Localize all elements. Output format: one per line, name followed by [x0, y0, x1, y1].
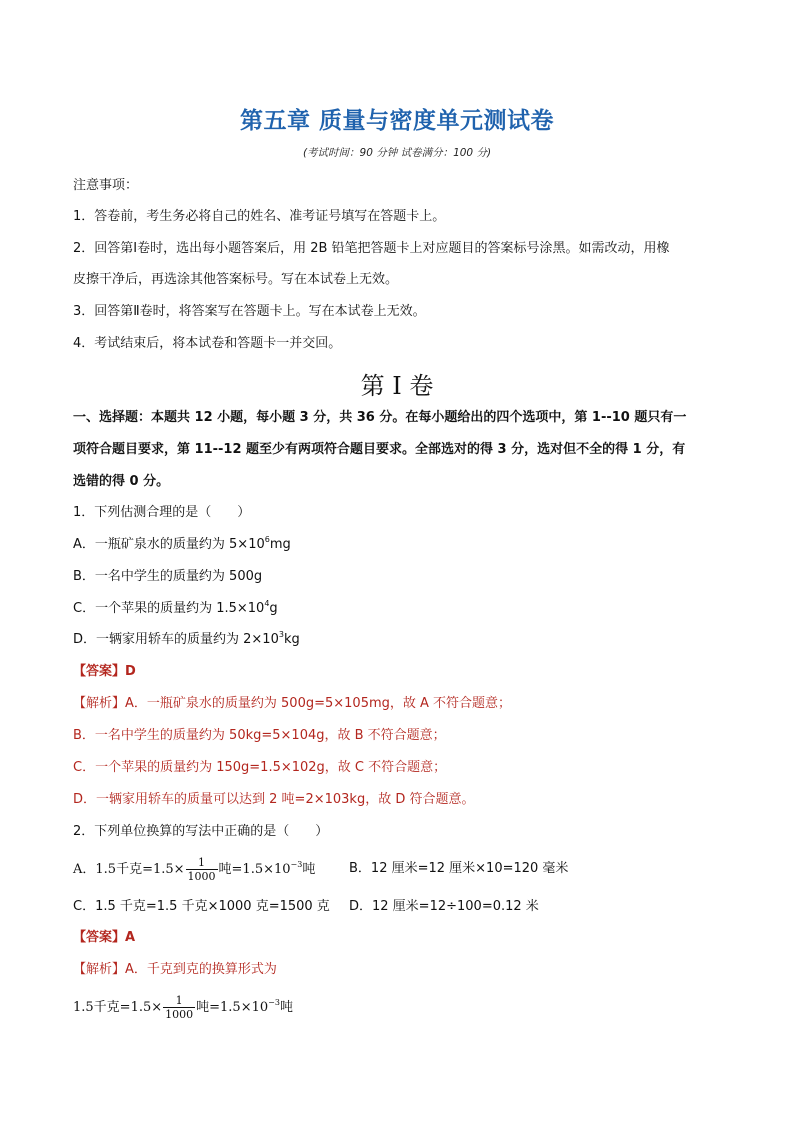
q2-answer: 【答案】A — [73, 930, 136, 945]
instruction-line-3: 选错的得 0 分。 — [73, 474, 170, 489]
note-item-3: 3．回答第Ⅱ卷时，将答案写在答题卡上。写在本试卷上无效。 — [73, 304, 426, 319]
note-item-2: 2．回答第Ⅰ卷时，选出每小题答案后，用 2B 铅笔把答题卡上对应题目的答案标号涂黑。如需改动，用橡 — [73, 241, 670, 256]
fraction: $\frac{1}{1000}$ — [187, 856, 216, 883]
fraction: $\frac{1}{1000}$ — [165, 994, 194, 1021]
note-item-1: 1．答卷前，考生务必将自己的姓名、准考证号填写在答题卡上。 — [73, 209, 446, 224]
q1-analysis-c: C．一个苹果的质量约为 150g=1.5×102g，故 C 不符合题意； — [73, 760, 447, 775]
q2-stem: 2．下列单位换算的写法中正确的是（ ） — [73, 824, 329, 839]
q1-option-c: C．一个苹果的质量约为 $1.5\times 10^4g$ — [73, 599, 278, 616]
q2-formula: 1.5千克=1.5× $\frac{1}{1000}$ 吨$=1.5\times 10^{-3}$吨 — [73, 994, 293, 1021]
q2-option-a: A．1.5千克=1.5× $\frac{1}{1000}$ 吨$=1.5\times 10^{-3}$吨 — [73, 856, 316, 883]
q1-stem: 1．下列估测合理的是（ ） — [73, 505, 251, 520]
q1-option-a: A．一瓶矿泉水的质量约为 $5\times 10^6mg$ — [73, 535, 291, 552]
q1-option-d: D．一辆家用轿车的质量约为 $2\times 10^3kg$ — [73, 630, 300, 647]
q1-analysis-d: D．一辆家用轿车的质量可以达到 2 吨=2×103kg，故 D 符合题意。 — [73, 792, 475, 807]
q2-option-b: B．12 厘米=12 厘米×10=120 毫米 — [349, 861, 569, 876]
exam-subtitle: (考试时间：90 分钟 试卷满分：100 分) — [302, 147, 492, 159]
q1-option-b: B．一名中学生的质量约为 500g — [73, 569, 263, 584]
notes-heading: 注意事项： — [73, 178, 139, 193]
q1-analysis-a: 【解析】A．一瓶矿泉水的质量约为 500g=5×105mg，故 A 不符合题意； — [73, 696, 512, 711]
instruction-line-2: 项符合题目要求，第 11--12 题至少有两项符合题目要求。全部选对的得 3 分，选对但不全的得 1 分，有 — [73, 442, 686, 457]
section-title: 第 I 卷 — [360, 372, 434, 400]
q1-answer: 【答案】D — [73, 664, 136, 679]
q2-option-c: C．1.5 千克=1.5 千克×1000 克=1500 克 — [73, 899, 330, 914]
exam-title: 第五章 质量与密度单元测试卷 — [239, 108, 554, 134]
q2-option-d: D．12 厘米=12÷100=0.12 米 — [349, 899, 539, 914]
q1-analysis-b: B．一名中学生的质量约为 50kg=5×104g，故 B 不符合题意； — [73, 728, 446, 743]
instruction-line-1: 一、选择题：本题共 12 小题，每小题 3 分，共 36 分。在每小题给出的四个选项中，第 1--10 题只有一 — [73, 410, 687, 425]
note-item-4: 4．考试结束后，将本试卷和答题卡一并交回。 — [73, 336, 342, 351]
q2-analysis: 【解析】A．千克到克的换算形式为 — [73, 962, 277, 977]
note-item-2-cont: 皮擦干净后，再选涂其他答案标号。写在本试卷上无效。 — [73, 272, 399, 287]
